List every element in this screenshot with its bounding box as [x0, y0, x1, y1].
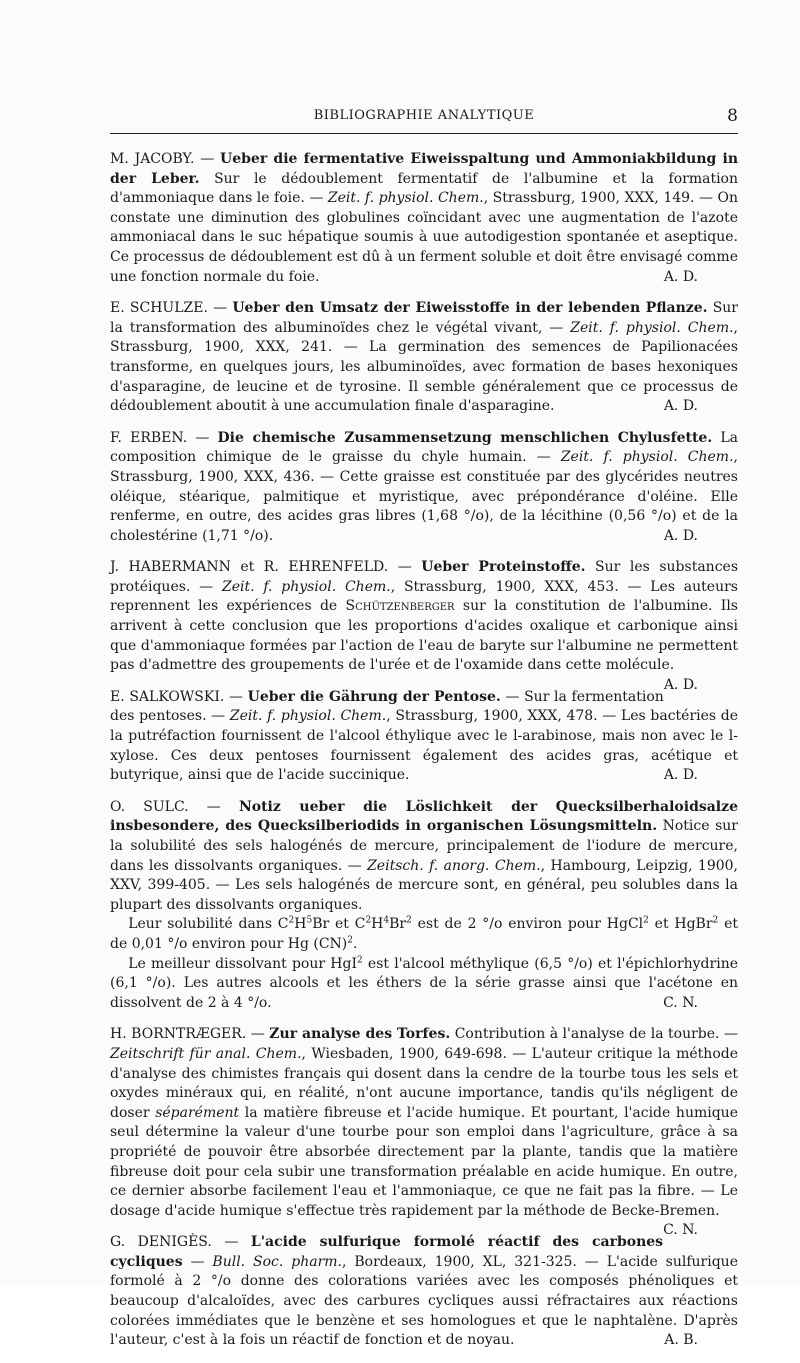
entry-journal: Zeitschrift für anal. Chem. [110, 1045, 302, 1062]
entry-title: L'acide sulfurique formolé réactif des carbones cycliques [110, 1234, 664, 1270]
abstract-entry: H. BORNTRÆGER. — Zur analyse des Torfes. Contribution à l'analyse de la tourbe. — Zeitschrift für anal. Chem., Wiesbaden, 1900, 649-698. — L'auteur critique la méthode d'analyse des chimistes français qui dosent dans la cendre de la tourbe tous les sels et oxydes minéraux qui, en réalité, n'ont aucune importance, tandis qu'ils négligent de doser séparément la matière fibreuse et l'acide humique. Et pourtant, l'acide humique seul détermine la valeur d'une tourbe pour son emploi dans l'agriculture, grâce à sa propriété de pouvoir être absorbée directement par la plante, tandis que la matière fibreuse doit pour cela subir une transformation préalable en acide humique. En outre, ce dernier absorbe facilement l'eau et l'ammoniaque, ce que ne fait pas la fibre. — Le dosage d'acide humique s'effectue très rapidement par la méthode de Becke-Bremen. C. N. [110, 1025, 738, 1221]
entry-signature: A. D. [663, 676, 698, 693]
header-rule [110, 133, 738, 134]
entry-signature: A. D. [663, 268, 698, 285]
abstract-entry: G. DENIGÈS. — L'acide sulfurique formolé réactif des carbones cycliques — Bull. Soc. pharm., Bordeaux, 1900, XL, 321-325. — L'acide sulfurique formolé à 2 °/o donne des colorations variées avec les composés phénoliques et beaucoup d'alcaloïdes, avec des carbures cycliques aussi réfractaires aux réactions colorées immédiates que le benzène et ses homologues et que le naphtalène. D'après l'auteur, c'est à la fois un réactif de fonction et de noyau. A. B. [110, 1233, 738, 1351]
abstract-entry: M. JACOBY. — Ueber die fermentative Eiweisspaltung und Ammoniakbildung in der Leber. Sur le dédoublement fermentatif de l'albumine et la formation d'ammoniaque dans le foie. — Zeit. f. physiol. Chem., Strassburg, 1900, XXX, 149. — On constate une diminution des globulines coïncidant avec une augmentation de l'azote ammoniacal dans le suc hépatique soumis à uue autodigestion spontanée et aseptique. Ce processus de dédoublement est dû à un ferment soluble et doit être envisagé comme une fonction normale du foie. A. D. [110, 150, 738, 287]
entry-author: O. SULC. [110, 798, 189, 815]
entry-journal: Zeit. f. physiol. Chem. [327, 190, 484, 207]
entry-signature: A. D. [663, 767, 698, 784]
entry-signature: C. N. [663, 1222, 698, 1239]
entry-author: H. BORNTRÆGER. [110, 1026, 247, 1043]
running-head [110, 108, 738, 132]
entry-title: Ueber Proteinstoffe. [421, 559, 586, 576]
entry-title: Notiz ueber die Löslichkeit der Quecksilberhaloidsalze insbesondere, des Quecksilberiodids in organischen Lösungsmitteln. [110, 798, 738, 835]
entry-author: E. SALKOWSKI. [110, 688, 225, 705]
emphasis: séparément [155, 1104, 240, 1121]
solubility-paragraph: Leur solubilité dans $C^2H^5Br$ et $C^2H^4Br^2$ est de 2 °/o environ pour HgCl$^2$ et HgBr$^2$ et de 0,01 °/o environ pour Hg (CN)$^2$. [110, 915, 738, 952]
cited-author: Schützenberger [345, 598, 455, 615]
entry-journal: Zeit. f. physiol. Chem. [221, 578, 391, 595]
entry-title: Ueber die fermentative Eiweisspaltung und Ammoniakbildung in der Leber. [110, 151, 738, 187]
entry-title: Die chemische Zusammensetzung menschlichen Chylusfette. [217, 429, 713, 446]
solvent-paragraph: Le meilleur dissolvant pour HgI$^2$ est l'alcool méthylique (6,5 °/o) et l'épichlorhydrine (6,1 °/o). Les autres alcools et les éthers de la série grasse ainsi que l'acétone en dissolvent de 2 à 4 °/o. C. N. [110, 955, 738, 1014]
entry-journal: Bull. Soc. pharm. [212, 1253, 342, 1270]
page-number: 8 [727, 106, 738, 126]
entry-author: J. HABERMANN et R. EHRENFELD. [110, 559, 389, 576]
entry-author: F. ERBEN. [110, 429, 188, 446]
entry-author: E. SCHULZE. [110, 300, 208, 317]
abstracts-column [110, 150, 738, 1363]
abstract-entry: E. SALKOWSKI. — Ueber die Gährung der Pentose. — Sur la fermentation des pentoses. — Zeit. f. physiol. Chem., Strassburg, 1900, XXX, 478. — Les bactéries de la putréfaction fournissent de l'alcool éthylique avec le l-arabinose, mais non avec le l-xylose. Ces deux pentoses fournissent également des acides gras, acétique et butyrique, ainsi que de l'acide succinique. A. D. [110, 688, 738, 786]
entry-title: Zur analyse des Torfes. [269, 1026, 451, 1043]
entry-signature: A. D. [663, 527, 698, 544]
entry-journal: Zeitsch. f. anorg. Chem. [367, 857, 541, 874]
entry-title: Ueber den Umsatz der Eiweisstoffe in der lebenden Pflanze. [232, 300, 708, 317]
abstract-entry: O. SULC. — Notiz ueber die Löslichkeit der Quecksilberhaloidsalze insbesondere, des Quecksilberiodids in organischen Lösungsmitteln. Notice sur la solubilité des sels halogénés de mercure, principalement de l'iodure de mercure, dans les dissolvants organiques. — Zeitsch. f. anorg. Chem., Hambourg, Leipzig, 1900, XXV, 399-405. — Les sels halogénés de mercure sont, en général, peu solubles dans la plupart des dissolvants organiques. Leur solubilité dans $C^2H^5Br$ et $C^2H^4Br^2$ est de 2 °/o environ pour HgCl$^2$ et HgBr$^2$ et de 0,01 °/o environ pour Hg (CN)$^2$. Le meilleur dissolvant pour HgI$^2$ est l'alcool méthylique (6,5 °/o) et l'épichlorhydrine (6,1 °/o). Les autres alcools et les éthers de la série grasse ainsi que l'acétone en dissolvent de 2 à 4 °/o. C. N. [110, 798, 738, 1014]
entry-journal: Zeit. f. physiol. Chem. [229, 708, 387, 725]
entry-author: G. DENIGÈS. [110, 1234, 212, 1251]
entry-journal: Zeit. f. physiol. Chem. [560, 449, 734, 466]
abstract-entry: F. ERBEN. — Die chemische Zusammensetzung menschlichen Chylusfette. La composition chimique de le graisse du chyle humain. — Zeit. f. physiol. Chem., Strassburg, 1900, XXX, 436. — Cette graisse est constituée par des glycérides neutres oléique, stéarique, palmitique et myristique, avec prépondérance d'oléine. Elle renferme, en outre, des acides gras libres (1,68 °/o), de la lécithine (0,56 °/o) et de la cholestérine (1,71 °/o). A. D. [110, 429, 738, 547]
entry-signature: A. D. [663, 398, 698, 415]
entry-journal: Zeit. f. physiol. Chem. [570, 319, 734, 336]
entry-signature: C. N. [663, 994, 698, 1011]
entry-author: M. JACOBY. [110, 151, 195, 167]
abstract-entry: J. HABERMANN et R. EHRENFELD. — Ueber Proteinstoffe. Sur les substances protéiques. — Zeit. f. physiol. Chem., Strassburg, 1900, XXX, 453. — Les auteurs reprennent les expériences de Schützenberger sur la constitution de l'albumine. Ils arrivent à cette conclusion que les proportions d'acides oxalique et carbonique ainsi que d'ammoniaque formées par l'action de l'eau de baryte sur l'albumine ne permettent pas d'admettre des groupements de l'urée et de l'oxamide dans cette molécule. A. D. [110, 558, 738, 676]
abstract-entry: E. SCHULZE. — Ueber den Umsatz der Eiweisstoffe in der lebenden Pflanze. Sur la transformation des albuminoïdes chez le végétal vivant, — Zeit. f. physiol. Chem., Strassburg, 1900, XXX, 241. — La germination des semences de Papilionacées transforme, en quelques jours, les albuminoïdes, avec formation de bases hexoniques d'asparagine, de leucine et de tyrosine. Il semble généralement que ce processus de dédoublement aboutit à une accumulation finale d'asparagine. A. D. [110, 299, 738, 417]
entry-signature: A. B. [664, 1332, 698, 1349]
entry-title: Ueber die Gährung der Pentose. [247, 688, 501, 705]
running-title: BIBLIOGRAPHIE ANALYTIQUE [313, 108, 535, 123]
